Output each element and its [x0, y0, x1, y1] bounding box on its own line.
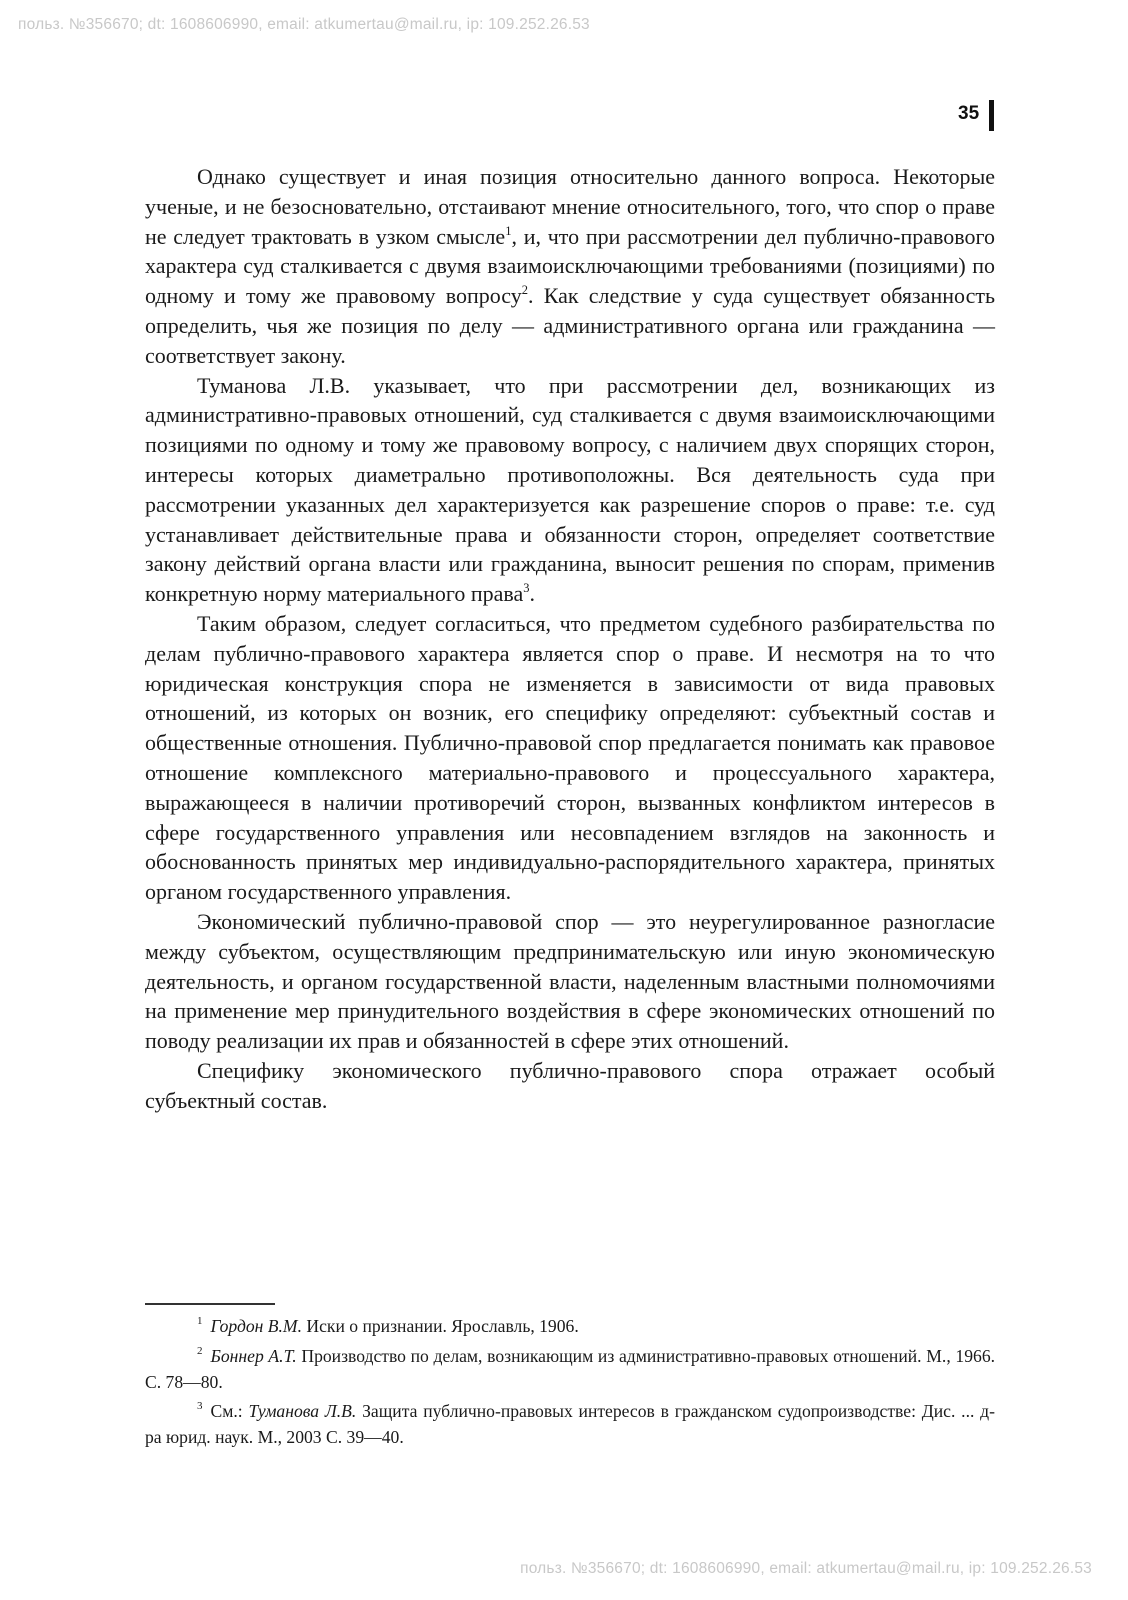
body-text: [145, 162, 995, 1116]
footnote-ref-2: 2: [521, 283, 529, 298]
footnote-author: Туманова Л.В.: [248, 1401, 357, 1422]
paragraph-2: [145, 371, 995, 609]
footnote-prefix: См.:: [210, 1401, 249, 1422]
footnote-ref-3: 3: [523, 581, 530, 596]
footnote-text: Производство по делам, возникающим из административно-правовых отношений. М., 1966. С. 78—80.: [145, 1345, 996, 1392]
footnotes: [145, 1314, 995, 1455]
paragraph-3: Таким образом, следует согласиться, что предметом судебного разбирательства по делам публично-правового характера является спор о праве. И несмотря на то что юридическая конструкция спора не изменяется в зависимости от вида правовых отношений, из которых он возник, его специфику определяют: субъектный состав и общественные отношения. Публично-правовой спор предлагается понимать как правовое отношение комплексного материально-правового и процессуального характера, выражающееся в наличии противоречий сторон, вызванных конфликтом интересов в сфере государственного управления или несовпадением взглядов на законность и обоснованность принятых мер индивидуально-распорядительного характера, принятых органом государственного управления.: [145, 610, 995, 905]
paragraph-2-text-b: .: [529, 581, 535, 607]
footnote-1: [145, 1314, 995, 1340]
paragraph-4: Экономический публично-правовой спор — это неурегулированное разногласие между субъектом, осуществляющим предпринимательскую или иную экономическую деятельность, и органом государственной власти, наделенным властными полномочиями на применение мер принудительного воздействия в сфере экономических отношений по поводу реализации их прав и обязанностей в сфере этих отношений.: [145, 908, 995, 1054]
paragraph-1-text-b: , и, что при рассмотрении дел публично-правового характера суд сталкивается с двумя взаимоисключающими требованиями (позициями) по одному и тому же правовому вопросу: [145, 223, 995, 309]
page-number: 35: [958, 103, 980, 124]
paragraph-1: [145, 162, 995, 371]
footnote-number: 1: [197, 1315, 203, 1327]
footnote-author: Гордон В.М.: [210, 1316, 302, 1336]
footnote-2: [145, 1344, 995, 1396]
footnote-number: 2: [197, 1344, 203, 1357]
paragraph-2-text-a: Туманова Л.В. указывает, что при рассмотрении дел, возникающих из административно-правовых отношений, суд сталкивается с двумя взаимоисключающими позициями по одному и тому же правовому вопросу, с наличием двух спорящих сторон, интересы которых диаметрально противоположны. Вся деятельность суда при рассмотрении указанных дел характеризуется как разрешение споров о праве: т.е. суд устанавливает действительные права и обязанности сторон, определяет соответствие закону действий органа власти или гражданина, выносит решения по спорам, применив конкретную норму материального права: [145, 372, 995, 607]
paragraph-1-text-a: Однако существует и иная позиция относительно данного вопроса. Некоторые ученые, и не безосновательно, отстаивают мнение относительного, того, что спор о праве не следует трактовать в узком смысле: [145, 164, 995, 249]
footnote-text: Защита публично-правовых интересов в гражданском судопроизводстве: Дис. ... д-ра юрид. наук. М., 2003 С. 39—40.: [145, 1401, 995, 1448]
footnote-number: 3: [197, 1400, 203, 1413]
watermark-bottom: польз. №356670; dt: 1608606990, email: atkumertau@mail.ru, ip: 109.252.26.53: [520, 1560, 1092, 1577]
footnote-separator: [145, 1303, 275, 1305]
footnote-ref-1: 1: [505, 223, 512, 238]
watermark-top: польз. №356670; dt: 1608606990, email: atkumertau@mail.ru, ip: 109.252.26.53: [18, 16, 590, 33]
page-number-bar: [989, 100, 994, 131]
paragraph-1-text-c: . Как следствие у суда существует обязанность определить, чья же позиция по делу — административного органа или гражданина — соответствует закону.: [145, 283, 995, 368]
footnote-author: Боннер А.Т.: [210, 1345, 297, 1366]
footnote-3: [145, 1399, 995, 1451]
footnote-text: Иски о признании. Ярославль, 1906.: [301, 1316, 579, 1336]
paragraph-5: Специфику экономического публично-правового спора отражает особый субъектный состав.: [145, 1057, 995, 1113]
